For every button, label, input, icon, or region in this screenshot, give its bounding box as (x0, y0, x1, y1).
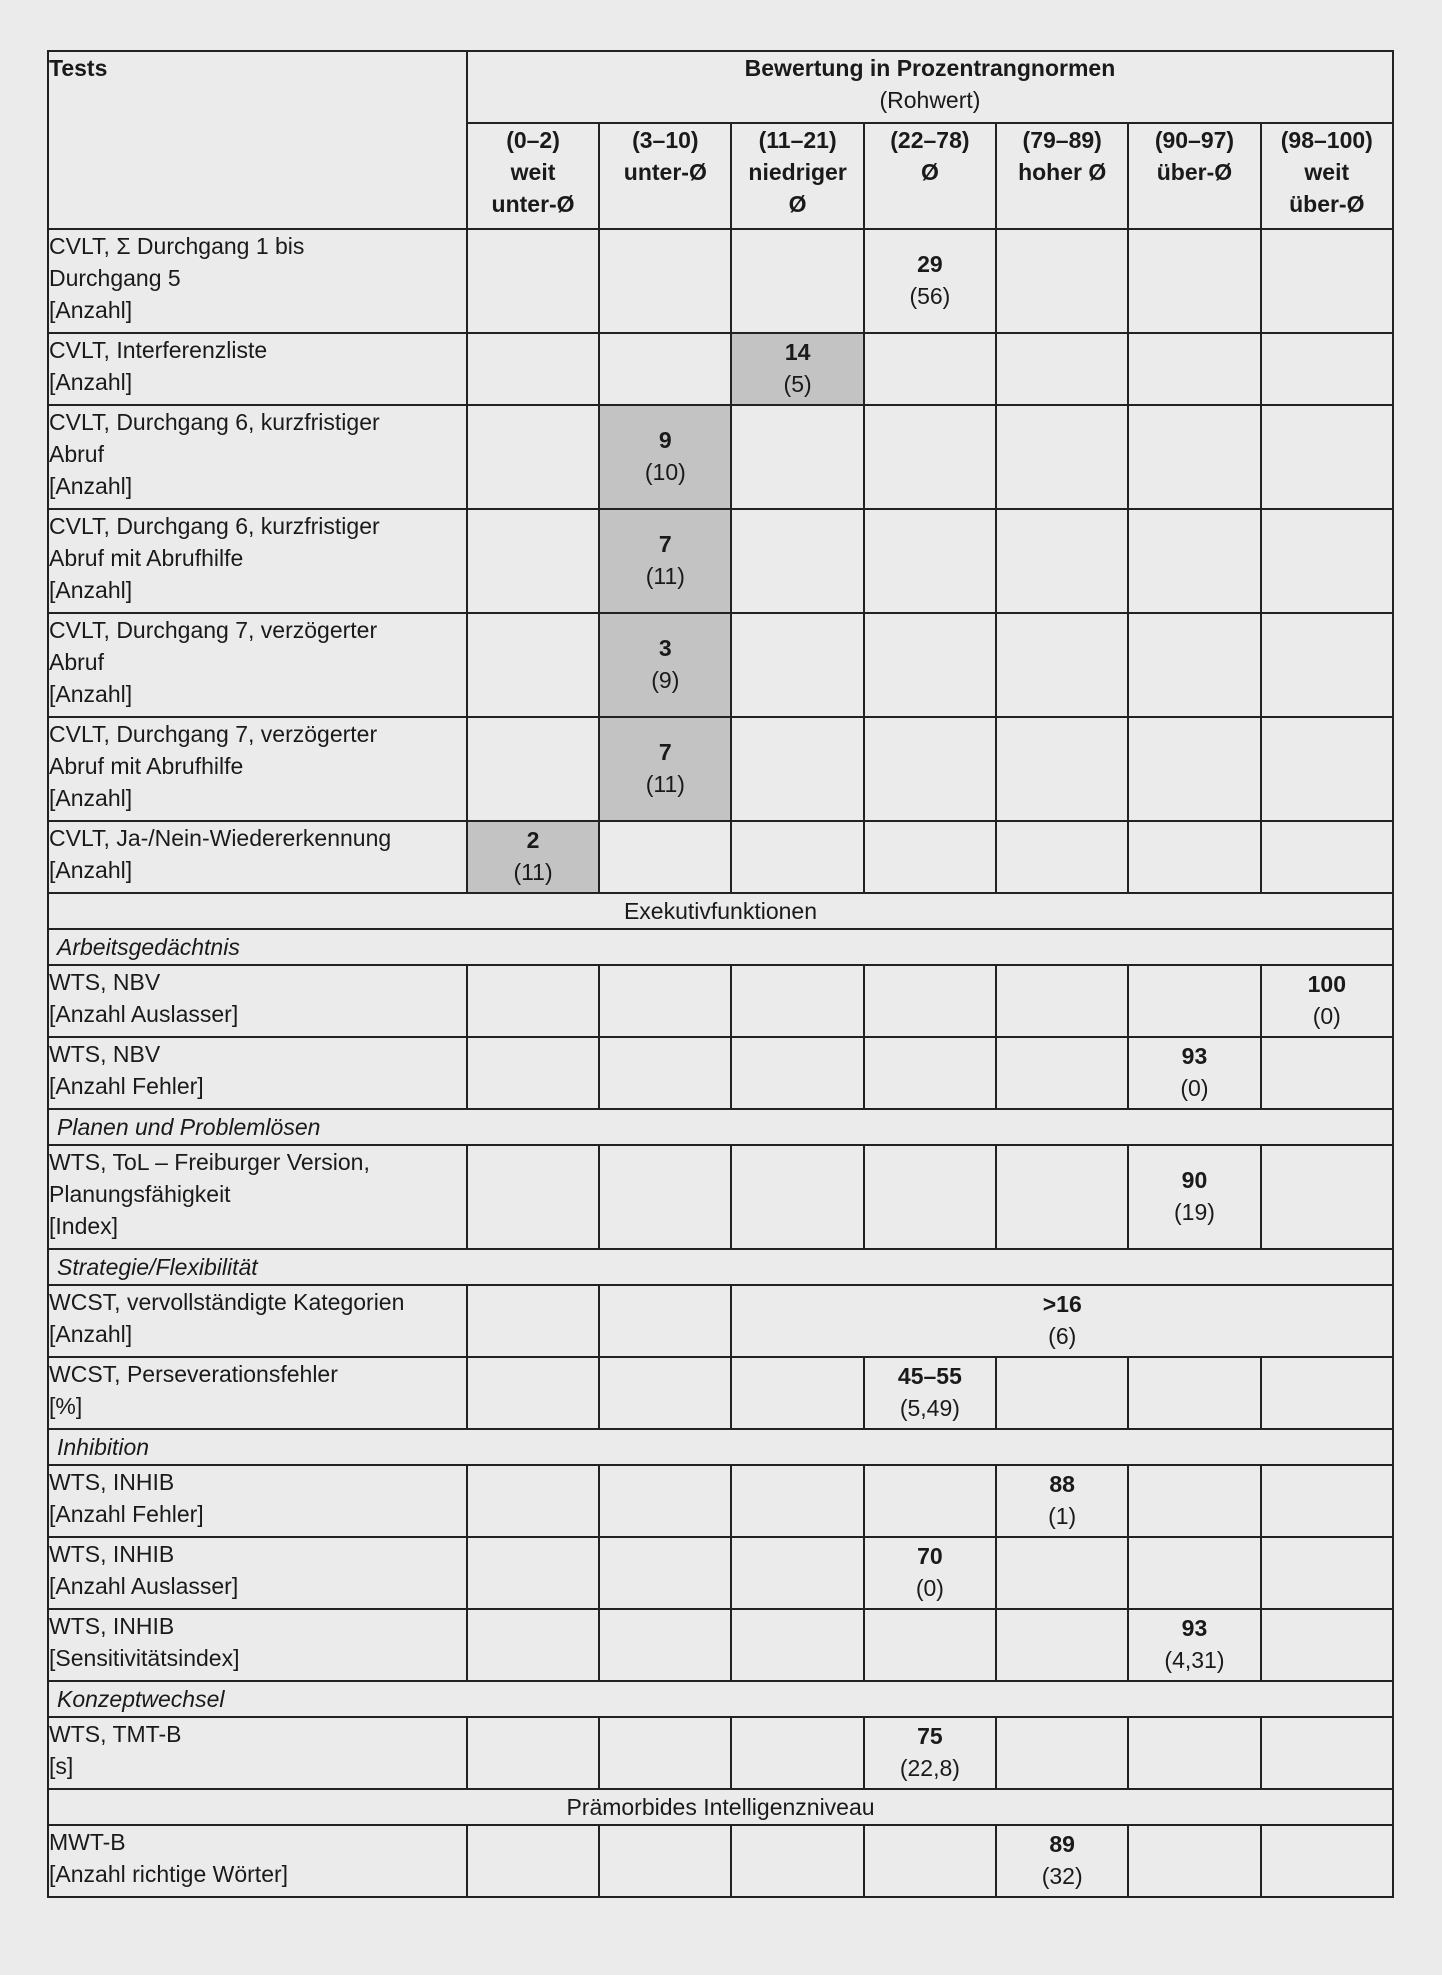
tests-column-header: Tests (48, 51, 467, 229)
empty-cell (599, 821, 731, 893)
band-range: (22–78) (890, 127, 970, 153)
percentile-score: 88 (1049, 1471, 1075, 1497)
subsection-row (48, 1429, 1393, 1465)
test-name-line: CVLT, Σ Durchgang 1 bis (49, 233, 305, 259)
empty-cell (1128, 1825, 1260, 1897)
empty-cell (599, 229, 731, 333)
empty-cell (731, 509, 863, 613)
empty-cell (864, 821, 996, 893)
score-cell (599, 509, 731, 613)
empty-cell (731, 717, 863, 821)
score-cell (1128, 1145, 1260, 1249)
raw-score: (6) (1048, 1323, 1077, 1349)
test-name-line: MWT-B (49, 1829, 126, 1855)
table-row (48, 509, 1393, 613)
empty-cell (1261, 613, 1393, 717)
test-name-line: Planungsfähigkeit (49, 1181, 231, 1207)
percentile-score: >16 (1042, 1291, 1082, 1317)
empty-cell (467, 509, 599, 613)
band-header-0 (467, 123, 599, 229)
empty-cell (467, 1357, 599, 1429)
test-name-line: CVLT, Durchgang 7, verzögerter (49, 721, 378, 747)
test-name-line: Abruf (49, 649, 104, 675)
empty-cell (996, 229, 1128, 333)
test-name-line: [Sensitivitätsindex] (49, 1645, 240, 1671)
score-cell (731, 1285, 1393, 1357)
percentile-score: 93 (1181, 1043, 1208, 1069)
test-name-line: WCST, Perseverationsfehler (49, 1361, 338, 1387)
percentile-score: 100 (1307, 971, 1346, 997)
test-name-line: CVLT, Durchgang 6, kurzfristiger (49, 409, 380, 435)
band-range: (98–100) (1280, 127, 1373, 153)
subsection-title: Planen und Problemlösen (48, 1109, 1393, 1145)
test-name-line: CVLT, Durchgang 6, kurzfristiger (49, 513, 380, 539)
test-name-line: [Anzahl] (49, 1321, 133, 1347)
test-name-line: WTS, NBV (49, 969, 161, 995)
test-name-cell (48, 613, 467, 717)
section-row (48, 893, 1393, 929)
test-name-line: WTS, INHIB (49, 1541, 175, 1567)
empty-cell (731, 229, 863, 333)
score-cell (599, 613, 731, 717)
band-range: (11–21) (758, 127, 837, 153)
section-title: Exekutivfunktionen (48, 893, 1393, 929)
band-label-line1: hoher Ø (1018, 159, 1107, 185)
test-name-line: Abruf mit Abrufhilfe (49, 753, 244, 779)
test-name-line: WTS, INHIB (49, 1613, 175, 1639)
band-label-line1: über-Ø (1156, 159, 1233, 185)
raw-score: (11) (645, 771, 685, 797)
percentile-score: 2 (526, 827, 540, 853)
score-cell (996, 1825, 1128, 1897)
band-label-line1: unter-Ø (623, 159, 707, 185)
test-name-line: [Anzahl] (49, 785, 133, 811)
empty-cell (1261, 1825, 1393, 1897)
table-body (48, 229, 1393, 1897)
empty-cell (996, 509, 1128, 613)
table-row (48, 1825, 1393, 1897)
empty-cell (1261, 1609, 1393, 1681)
table-row (48, 1357, 1393, 1429)
raw-score: (0) (1180, 1075, 1209, 1101)
empty-cell (1128, 613, 1260, 717)
table-row (48, 1717, 1393, 1789)
band-range: (90–97) (1154, 127, 1235, 153)
empty-cell (996, 1357, 1128, 1429)
subsection-title: Konzeptwechsel (48, 1681, 1393, 1717)
subsection-title: Inhibition (48, 1429, 1393, 1465)
empty-cell (731, 1145, 863, 1249)
empty-cell (599, 333, 731, 405)
empty-cell (1261, 405, 1393, 509)
percentile-norms-table (47, 50, 1394, 1898)
rating-group-header (467, 51, 1393, 123)
score-cell (864, 1537, 996, 1609)
score-cell (864, 229, 996, 333)
empty-cell (996, 965, 1128, 1037)
percentile-score: 70 (917, 1543, 943, 1569)
table-row (48, 1145, 1393, 1249)
empty-cell (996, 1537, 1128, 1609)
empty-cell (731, 965, 863, 1037)
test-name-line: [Anzahl Auslasser] (49, 1573, 239, 1599)
score-cell (599, 717, 731, 821)
band-header-1 (599, 123, 731, 229)
empty-cell (1261, 1537, 1393, 1609)
empty-cell (1261, 229, 1393, 333)
test-name-cell (48, 229, 467, 333)
empty-cell (1261, 717, 1393, 821)
band-label-line1: niedriger (748, 159, 847, 185)
empty-cell (467, 613, 599, 717)
empty-cell (599, 1357, 731, 1429)
section-title: Prämorbides Intelligenzniveau (48, 1789, 1393, 1825)
test-name-line: Abruf (49, 441, 104, 467)
percentile-score: 7 (658, 531, 672, 557)
band-header-3 (864, 123, 996, 229)
empty-cell (731, 1537, 863, 1609)
percentile-score: 14 (784, 339, 811, 365)
rating-group-subtitle: (Rohwert) (879, 87, 981, 113)
empty-cell (1261, 1145, 1393, 1249)
table-row (48, 1537, 1393, 1609)
band-header-2 (731, 123, 863, 229)
score-cell (467, 821, 599, 893)
empty-cell (1261, 333, 1393, 405)
band-label-line2: Ø (788, 191, 807, 217)
empty-cell (599, 1037, 731, 1109)
band-header-4 (996, 123, 1128, 229)
band-header-5 (1128, 123, 1260, 229)
raw-score: (19) (1174, 1199, 1215, 1225)
empty-cell (1261, 1717, 1393, 1789)
empty-cell (996, 821, 1128, 893)
empty-cell (467, 1609, 599, 1681)
band-label-line2: unter-Ø (491, 191, 575, 217)
empty-cell (599, 1465, 731, 1537)
test-name-line: [s] (49, 1753, 74, 1779)
band-label-line2: über-Ø (1289, 191, 1365, 217)
raw-score: (0) (915, 1575, 944, 1601)
empty-cell (599, 1145, 731, 1249)
score-cell (864, 1717, 996, 1789)
table-row (48, 613, 1393, 717)
table-row (48, 333, 1393, 405)
percentile-score: 75 (917, 1723, 943, 1749)
test-name-cell (48, 1465, 467, 1537)
test-name-cell (48, 1717, 467, 1789)
empty-cell (467, 333, 599, 405)
score-cell (1261, 965, 1393, 1037)
empty-cell (996, 405, 1128, 509)
test-name-line: [Anzahl Fehler] (49, 1073, 204, 1099)
empty-cell (731, 1037, 863, 1109)
score-cell (1128, 1037, 1260, 1109)
band-label-line1: Ø (920, 159, 939, 185)
test-name-line: CVLT, Interferenzliste (49, 337, 268, 363)
table-row (48, 1609, 1393, 1681)
percentile-score: 9 (658, 427, 672, 453)
empty-cell (996, 613, 1128, 717)
test-name-line: [Anzahl Auslasser] (49, 1001, 239, 1027)
test-name-cell (48, 1537, 467, 1609)
empty-cell (1261, 509, 1393, 613)
test-name-line: [Anzahl Fehler] (49, 1501, 204, 1527)
test-name-cell (48, 717, 467, 821)
test-name-cell (48, 1285, 467, 1357)
empty-cell (864, 1037, 996, 1109)
empty-cell (864, 405, 996, 509)
empty-cell (996, 333, 1128, 405)
test-name-line: [%] (49, 1393, 83, 1419)
empty-cell (731, 1465, 863, 1537)
subsection-row (48, 1681, 1393, 1717)
raw-score: (1) (1048, 1503, 1077, 1529)
test-name-cell (48, 405, 467, 509)
percentile-score: 7 (658, 739, 672, 765)
test-name-line: WCST, vervollständigte Kategorien (49, 1289, 405, 1315)
score-cell (996, 1465, 1128, 1537)
empty-cell (1261, 1357, 1393, 1429)
empty-cell (1128, 405, 1260, 509)
table-header (48, 51, 1393, 229)
test-name-cell (48, 1609, 467, 1681)
test-name-line: [Anzahl] (49, 297, 133, 323)
empty-cell (864, 717, 996, 821)
empty-cell (1128, 717, 1260, 821)
raw-score: (9) (651, 667, 680, 693)
empty-cell (864, 333, 996, 405)
test-name-line: CVLT, Ja-/Nein-Wiedererkennung (49, 825, 392, 851)
table-row (48, 1285, 1393, 1357)
empty-cell (599, 1825, 731, 1897)
score-cell (599, 405, 731, 509)
raw-score: (4,31) (1164, 1647, 1225, 1673)
percentile-score: 89 (1049, 1831, 1075, 1857)
table-row (48, 717, 1393, 821)
empty-cell (467, 965, 599, 1037)
empty-cell (731, 613, 863, 717)
section-row (48, 1789, 1393, 1825)
test-name-line: WTS, ToL – Freiburger Version, (49, 1149, 370, 1175)
empty-cell (1261, 821, 1393, 893)
empty-cell (864, 613, 996, 717)
subsection-row (48, 1109, 1393, 1145)
score-cell (864, 1357, 996, 1429)
empty-cell (1128, 1537, 1260, 1609)
subsection-title: Arbeitsgedächtnis (48, 929, 1393, 965)
table-row (48, 965, 1393, 1037)
empty-cell (467, 1465, 599, 1537)
empty-cell (1128, 509, 1260, 613)
test-name-line: Durchgang 5 (49, 265, 181, 291)
test-name-cell (48, 333, 467, 405)
empty-cell (467, 1285, 599, 1357)
empty-cell (996, 1717, 1128, 1789)
empty-cell (467, 1037, 599, 1109)
empty-cell (599, 1537, 731, 1609)
raw-score: (5) (783, 371, 812, 397)
empty-cell (996, 1609, 1128, 1681)
empty-cell (467, 1145, 599, 1249)
percentile-score: 90 (1181, 1167, 1208, 1193)
test-name-cell (48, 1037, 467, 1109)
test-name-line: Abruf mit Abrufhilfe (49, 545, 244, 571)
empty-cell (1128, 229, 1260, 333)
score-cell (731, 333, 863, 405)
empty-cell (467, 405, 599, 509)
test-name-line: [Anzahl] (49, 369, 133, 395)
empty-cell (731, 1609, 863, 1681)
empty-cell (996, 717, 1128, 821)
test-name-line: [Anzahl richtige Wörter] (49, 1861, 289, 1887)
table-row (48, 821, 1393, 893)
empty-cell (1128, 1717, 1260, 1789)
band-label-line1: weit (510, 159, 556, 185)
empty-cell (1128, 965, 1260, 1037)
test-name-cell (48, 1357, 467, 1429)
table-row (48, 1037, 1393, 1109)
percentile-score: 93 (1181, 1615, 1208, 1641)
test-name-cell (48, 1145, 467, 1249)
raw-score: (5,49) (899, 1395, 960, 1421)
empty-cell (1128, 1357, 1260, 1429)
test-name-cell (48, 821, 467, 893)
band-range: (0–2) (506, 127, 560, 153)
empty-cell (864, 1609, 996, 1681)
empty-cell (467, 1825, 599, 1897)
table-row (48, 1465, 1393, 1537)
empty-cell (467, 1537, 599, 1609)
empty-cell (996, 1145, 1128, 1249)
empty-cell (864, 1465, 996, 1537)
empty-cell (1128, 821, 1260, 893)
percentile-score: 45–55 (897, 1363, 962, 1389)
empty-cell (864, 1825, 996, 1897)
raw-score: (10) (644, 459, 686, 485)
band-label-line1: weit (1304, 159, 1350, 185)
empty-cell (599, 1609, 731, 1681)
score-cell (1128, 1609, 1260, 1681)
test-name-line: CVLT, Durchgang 7, verzögerter (49, 617, 378, 643)
test-name-cell (48, 965, 467, 1037)
empty-cell (731, 1825, 863, 1897)
subsection-title: Strategie/Flexibilität (48, 1249, 1393, 1285)
table-row (48, 229, 1393, 333)
empty-cell (1261, 1465, 1393, 1537)
table-row (48, 405, 1393, 509)
empty-cell (599, 965, 731, 1037)
test-name-cell (48, 1825, 467, 1897)
empty-cell (467, 1717, 599, 1789)
raw-score: (32) (1041, 1863, 1083, 1889)
test-name-cell (48, 509, 467, 613)
empty-cell (996, 1037, 1128, 1109)
test-name-line: WTS, NBV (49, 1041, 161, 1067)
empty-cell (731, 821, 863, 893)
empty-cell (864, 509, 996, 613)
raw-score: (0) (1312, 1003, 1341, 1029)
raw-score: (56) (909, 283, 951, 309)
band-header-6 (1261, 123, 1393, 229)
empty-cell (731, 1357, 863, 1429)
test-name-line: WTS, TMT-B (49, 1721, 182, 1747)
empty-cell (1128, 1465, 1260, 1537)
empty-cell (599, 1285, 731, 1357)
test-name-line: [Anzahl] (49, 857, 133, 883)
percentile-score: 29 (917, 251, 943, 277)
empty-cell (599, 1717, 731, 1789)
test-name-line: [Anzahl] (49, 473, 133, 499)
test-name-line: [Anzahl] (49, 681, 133, 707)
empty-cell (864, 1145, 996, 1249)
test-name-line: [Anzahl] (49, 577, 133, 603)
empty-cell (731, 1717, 863, 1789)
subsection-row (48, 929, 1393, 965)
band-range: (79–89) (1022, 127, 1102, 153)
subsection-row (48, 1249, 1393, 1285)
rating-group-title: Bewertung in Prozentrangnormen (744, 55, 1116, 81)
band-range: (3–10) (632, 127, 699, 153)
raw-score: (11) (645, 563, 685, 589)
empty-cell (1128, 333, 1260, 405)
empty-cell (467, 717, 599, 821)
empty-cell (1261, 1037, 1393, 1109)
raw-score: (11) (513, 859, 553, 885)
empty-cell (864, 965, 996, 1037)
test-name-line: [Index] (49, 1213, 119, 1239)
test-name-line: WTS, INHIB (49, 1469, 175, 1495)
percentile-score: 3 (658, 635, 672, 661)
empty-cell (467, 229, 599, 333)
raw-score: (22,8) (899, 1755, 960, 1781)
empty-cell (731, 405, 863, 509)
